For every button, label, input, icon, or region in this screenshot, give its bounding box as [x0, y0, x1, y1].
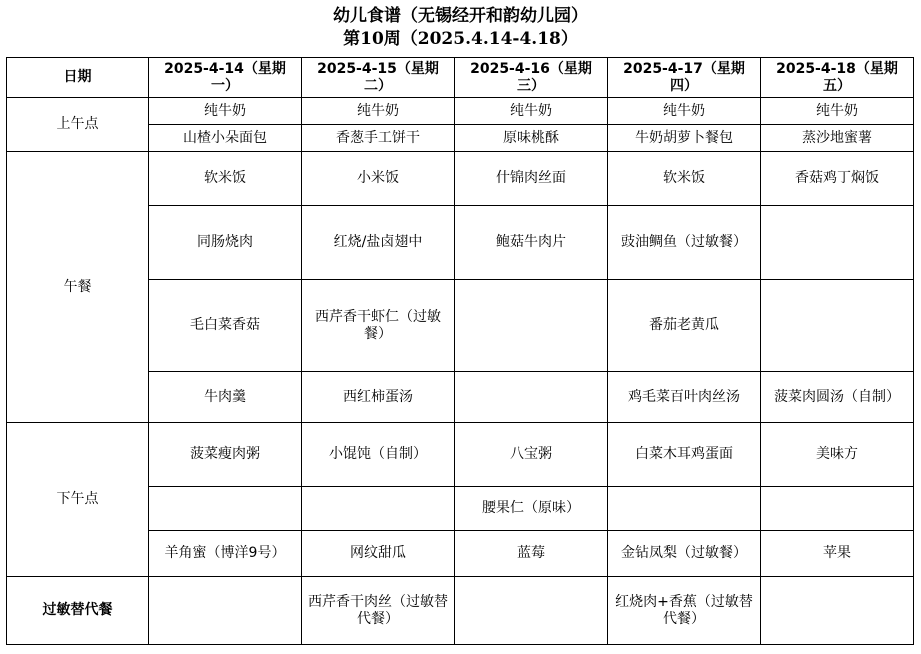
menu-cell: 白菜木耳鸡蛋面 [608, 423, 761, 487]
date-header: 日期 [7, 58, 149, 98]
menu-cell: 香菇鸡丁焖饭 [761, 152, 914, 206]
menu-cell [149, 577, 302, 645]
menu-cell: 美味方 [761, 423, 914, 487]
title-block [0, 0, 921, 50]
menu-cell: 牛奶胡萝卜餐包 [608, 125, 761, 152]
menu-cell [761, 206, 914, 280]
menu-cell: 小米饭 [302, 152, 455, 206]
morning-row [7, 98, 914, 125]
day-header: 2025-4-18（星期五） [761, 58, 914, 98]
allergy-row [7, 577, 914, 645]
menu-cell [761, 487, 914, 531]
menu-cell: 香葱手工饼干 [302, 125, 455, 152]
menu-cell [149, 487, 302, 531]
day-header: 2025-4-17（星期四） [608, 58, 761, 98]
menu-cell [455, 372, 608, 423]
menu-cell [761, 280, 914, 372]
menu-cell [455, 577, 608, 645]
menu-cell: 山楂小朵面包 [149, 125, 302, 152]
menu-cell: 原味桃酥 [455, 125, 608, 152]
menu-cell: 同肠烧肉 [149, 206, 302, 280]
page-subtitle: 第10周（2025.4.14-4.18） [343, 29, 578, 49]
menu-cell: 腰果仁（原味） [455, 487, 608, 531]
afternoon-row [7, 423, 914, 487]
menu-cell: 羊角蜜（博洋9号） [149, 531, 302, 577]
menu-cell: 八宝粥 [455, 423, 608, 487]
menu-cell [302, 487, 455, 531]
header-row [7, 58, 914, 98]
lunch-row [7, 152, 914, 206]
menu-cell: 小馄饨（自制） [302, 423, 455, 487]
page-title: 幼儿食谱（无锡经开和韵幼儿园） [333, 6, 588, 26]
menu-cell: 鸡毛菜百叶肉丝汤 [608, 372, 761, 423]
section-label-morning: 上午点 [7, 98, 149, 152]
menu-cell: 网纹甜瓜 [302, 531, 455, 577]
menu-cell: 红烧/盐卤翅中 [302, 206, 455, 280]
day-header: 2025-4-16（星期三） [455, 58, 608, 98]
menu-cell: 牛肉羹 [149, 372, 302, 423]
menu-cell: 纯牛奶 [608, 98, 761, 125]
menu-cell: 纯牛奶 [302, 98, 455, 125]
day-header: 2025-4-14（星期一） [149, 58, 302, 98]
menu-cell: 豉油鲷鱼（过敏餐） [608, 206, 761, 280]
menu-cell: 什锦肉丝面 [455, 152, 608, 206]
menu-cell [608, 487, 761, 531]
menu-cell [761, 577, 914, 645]
menu-cell: 西红柿蛋汤 [302, 372, 455, 423]
menu-cell: 菠菜肉圆汤（自制） [761, 372, 914, 423]
menu-cell: 红烧肉+香蕉（过敏替代餐） [608, 577, 761, 645]
menu-cell: 金钻凤梨（过敏餐） [608, 531, 761, 577]
menu-cell: 毛白菜香菇 [149, 280, 302, 372]
menu-cell: 纯牛奶 [149, 98, 302, 125]
menu-cell: 番茄老黄瓜 [608, 280, 761, 372]
menu-cell: 西芹香干虾仁（过敏餐） [302, 280, 455, 372]
menu-cell: 蒸沙地蜜薯 [761, 125, 914, 152]
menu-table [6, 57, 914, 645]
menu-cell: 纯牛奶 [455, 98, 608, 125]
menu-cell: 纯牛奶 [761, 98, 914, 125]
menu-cell: 软米饭 [608, 152, 761, 206]
section-label-allergy: 过敏替代餐 [7, 577, 149, 645]
day-header: 2025-4-15（星期二） [302, 58, 455, 98]
section-label-afternoon: 下午点 [7, 423, 149, 577]
menu-cell: 苹果 [761, 531, 914, 577]
section-label-lunch: 午餐 [7, 152, 149, 423]
menu-cell: 蓝莓 [455, 531, 608, 577]
menu-cell: 菠菜瘦肉粥 [149, 423, 302, 487]
menu-cell [455, 280, 608, 372]
menu-cell: 软米饭 [149, 152, 302, 206]
menu-cell: 鲍菇牛肉片 [455, 206, 608, 280]
menu-cell: 西芹香干肉丝（过敏替代餐） [302, 577, 455, 645]
